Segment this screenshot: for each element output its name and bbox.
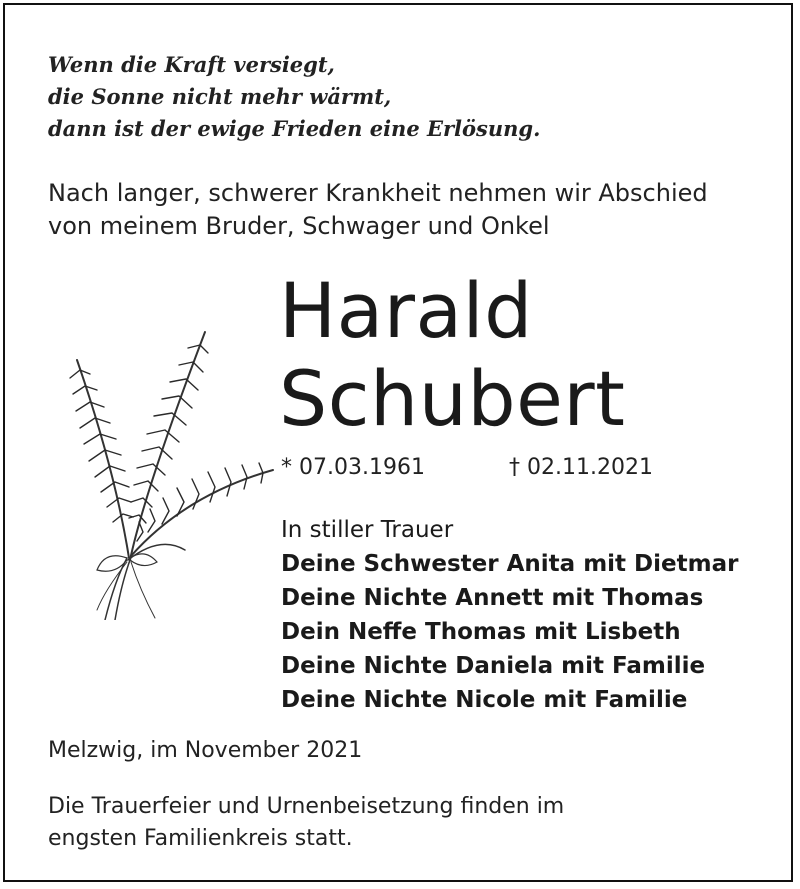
- intro-line: Nach langer, schwerer Krankheit nehmen wir Abschied: [48, 179, 708, 207]
- mourner-name: Deine Nichte Nicole mit Familie: [281, 687, 688, 713]
- intro-text: [48, 177, 768, 243]
- death-date: † 02.11.2021: [509, 455, 653, 480]
- mourner-name: Deine Nichte Annett mit Thomas: [281, 585, 704, 611]
- obituary-card: [3, 3, 793, 882]
- verse-line: dann ist der ewige Frieden eine Erlösung.: [48, 116, 541, 141]
- mourners: [281, 513, 738, 717]
- notice-line: engsten Familienkreis statt.: [48, 826, 353, 851]
- mourner-name: Dein Neffe Thomas mit Lisbeth: [281, 619, 681, 645]
- life-dates: [281, 455, 653, 480]
- notice-line: Die Trauerfeier und Urnenbeisetzung finden im: [48, 794, 565, 819]
- fern-bouquet-icon: [35, 320, 285, 624]
- deceased-name: [279, 267, 625, 443]
- last-name: Schubert: [279, 354, 626, 443]
- mourner-name: Deine Schwester Anita mit Dietmar: [281, 551, 739, 577]
- mourner-name: Deine Nichte Daniela mit Familie: [281, 653, 706, 679]
- verse: [48, 49, 540, 145]
- intro-line: von meinem Bruder, Schwager und Onkel: [48, 212, 550, 240]
- verse-line: Wenn die Kraft versiegt,: [48, 52, 335, 77]
- funeral-notice: [48, 791, 564, 855]
- first-name: Harald: [279, 266, 533, 355]
- mourning-lead: In stiller Trauer: [281, 517, 454, 543]
- place-and-date: Melzwig, im November 2021: [48, 738, 363, 763]
- birth-date: * 07.03.1961: [281, 455, 425, 480]
- verse-line: die Sonne nicht mehr wärmt,: [48, 84, 392, 109]
